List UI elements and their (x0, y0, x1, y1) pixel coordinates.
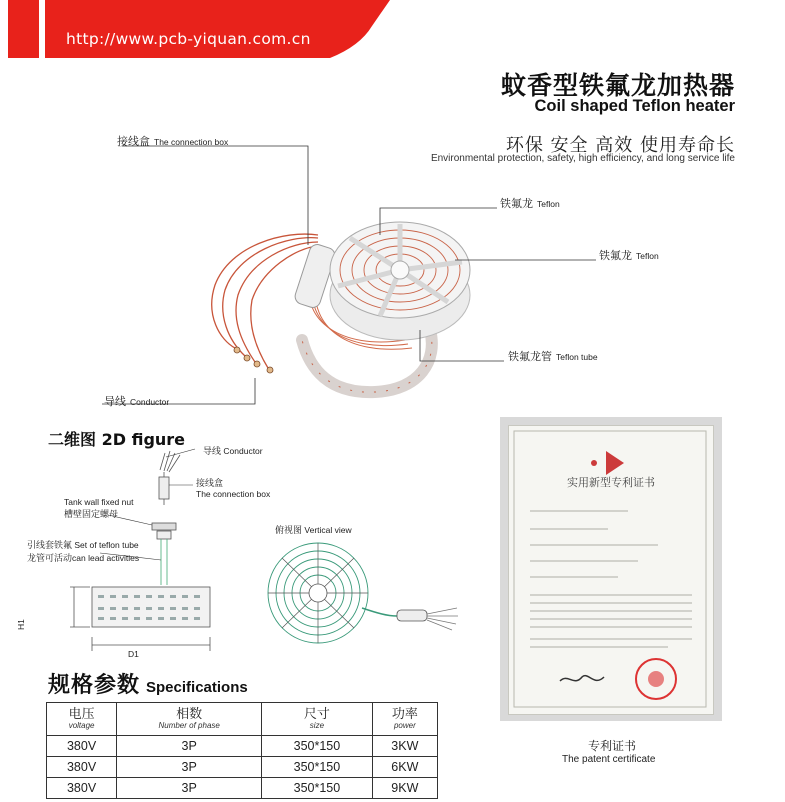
col-power: 功率 power (372, 703, 437, 736)
certificate-caption-en: The patent certificate (562, 754, 656, 765)
certificate-graphics (508, 425, 714, 715)
patent-certificate-photo (500, 417, 722, 721)
section-specifications: 规格参数 Specifications (48, 673, 248, 698)
cell-phase: 3P (117, 757, 262, 778)
cell-phase: 3P (117, 736, 262, 757)
certificate-title: 实用新型专利证书 (567, 476, 655, 489)
cell-voltage: 380V (47, 736, 117, 757)
spec-table (46, 702, 438, 799)
cell-voltage: 380V (47, 778, 117, 799)
table-header-row (47, 703, 438, 736)
vertical-view-drawing (262, 538, 472, 648)
label-teflon-1: 铁氟龙 Teflon (500, 197, 560, 210)
slogan-english: Environmental protection, safety, high efficiency, and long service life (430, 153, 735, 164)
label-2d-connection-box: 接线盒 The connection box (196, 478, 271, 499)
label-teflon-tube: 铁氟龙管 Teflon tube (508, 350, 598, 363)
cell-phase: 3P (117, 778, 262, 799)
col-voltage: 电压 voltage (47, 703, 117, 736)
title-english: Coil shaped Teflon heater (534, 97, 735, 115)
slogan-chinese: 环保 安全 高效 使用寿命长 (505, 135, 735, 156)
certificate-caption-zh: 专利证书 (588, 739, 637, 753)
cell-size: 350*150 (262, 757, 373, 778)
label-connection-box: 接线盒 The connection box (117, 135, 229, 148)
cell-power: 9KW (372, 778, 437, 799)
cell-power: 6KW (372, 757, 437, 778)
table-row (47, 757, 438, 778)
label-2d-conductor: 导线 Conductor (203, 446, 263, 456)
cell-size: 350*150 (262, 778, 373, 799)
col-phase: 相数 Number of phase (117, 703, 262, 736)
table-row (47, 736, 438, 757)
col-size: 尺寸 size (262, 703, 373, 736)
label-conductor: 导线 Conductor (104, 395, 170, 408)
table-row (47, 778, 438, 799)
cell-voltage: 380V (47, 757, 117, 778)
dimension-h1: H1 (16, 619, 26, 630)
label-vertical-view: 俯视图 Vertical view (275, 525, 352, 535)
label-tank-nut: Tank wall fixed nut 槽壁固定螺母 (64, 497, 134, 519)
cell-size: 350*150 (262, 736, 373, 757)
dimension-d1: D1 (128, 649, 139, 659)
label-teflon-2: 铁氟龙 Teflon (599, 249, 659, 262)
cell-power: 3KW (372, 736, 437, 757)
section-2d-figure: 二维图 2D figure (48, 430, 186, 449)
label-teflon-sleeve: 引线套铁氟 Set of teflon tube 龙管可活动can lead activities (27, 540, 140, 563)
website-url[interactable]: http://www.pcb-yiquan.com.cn (66, 30, 311, 48)
title-chinese: 蚊香型铁氟龙加热器 (500, 71, 735, 100)
